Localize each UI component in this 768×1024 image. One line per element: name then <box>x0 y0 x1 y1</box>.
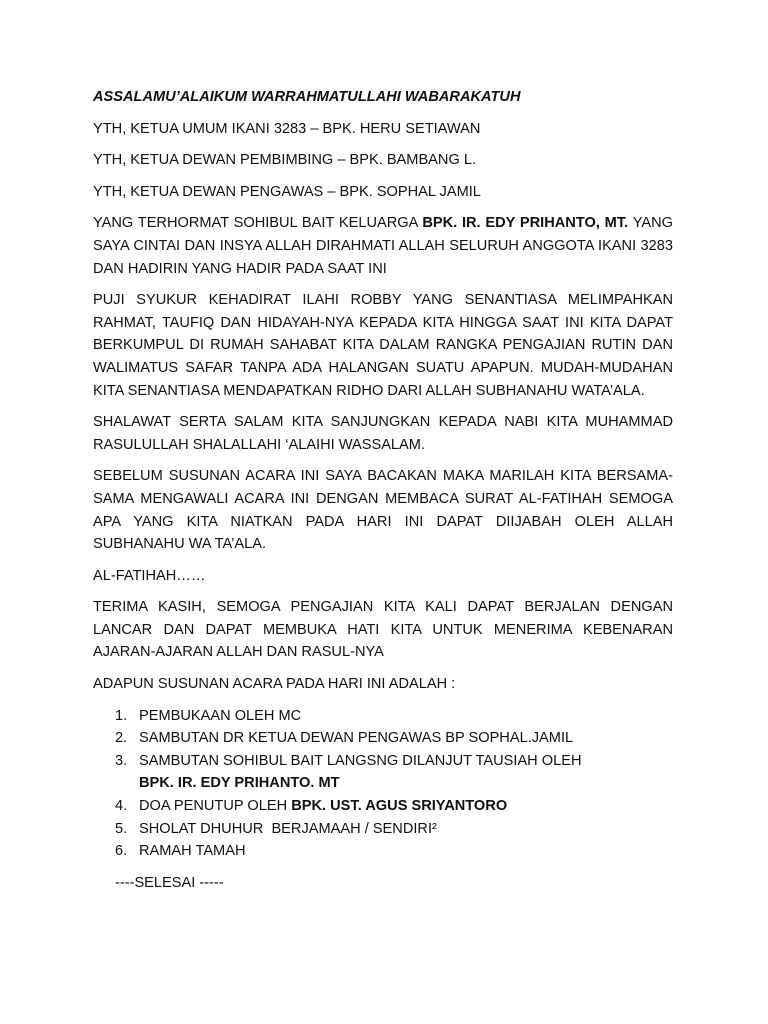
agenda-list <box>93 705 673 863</box>
agenda-intro: ADAPUN SUSUNAN ACARA PADA HARI INI ADALAH : <box>93 676 456 693</box>
agenda-item-text: DOA PENUTUP OLEH <box>139 798 292 815</box>
praise-paragraph: PUJI SYUKUR KEHADIRAT ILAHI ROBBY YANG SENANTIASA MELIMPAHKAN RAHMAT, TAUFIQ DAN HIDAYAH-NYA KEPADA KITA HINGGA SAAT INI KITA DAPAT BERKUMPUL DI RUMAH SAHABAT KITA DALAM RANGKA PENGAJIAN RUTIN DAN WALIMATUS SAFAR TANPA ADA HALANGAN SUATU APAPUN. MUDAH-MUDAHAN KITA SENANTIASA MENDAPATKAN RIDHO DARI ALLAH SUBHANAHU WATA’ALA. <box>93 292 673 399</box>
agenda-item-text: SHOLAT DHUHUR BERJAMAAH / SENDIRI² <box>139 820 437 837</box>
agenda-item-number: 4. <box>115 798 128 815</box>
agenda-item <box>115 727 673 750</box>
opening-prayer-paragraph: SEBELUM SUSUNAN ACARA INI SAYA BACAKAN MAKA MARILAH KITA BERSAMA-SAMA MENGAWALI ACARA INI DENGAN MEMBACA SURAT AL-FATIHAH SEMOGA APA YANG KITA NIATKAN PADA HARI INI DAPAT DIIJABAH OLEH ALLAH SUBHANAHU WA TA’ALA. <box>93 468 673 553</box>
agenda-item-number: 1. <box>115 707 128 724</box>
host-paragraph <box>93 212 673 280</box>
agenda-item-speaker: BPK. UST. AGUS SRIYANTORO <box>291 798 508 815</box>
agenda-item <box>115 705 673 728</box>
agenda-item <box>115 750 673 795</box>
agenda-item-number: 3. <box>115 752 128 769</box>
al-fatihah-line: AL-FATIHAH…… <box>93 567 206 584</box>
letter-body <box>93 86 673 903</box>
shalawat-paragraph: SHALAWAT SERTA SALAM KITA SANJUNGKAN KEPADA NABI KITA MUHAMMAD RASULULLAH SHALALLAHI ‘ALAIHI WASSALAM. <box>93 414 673 453</box>
host-paragraph-intro: YANG TERHORMAT SOHIBUL BAIT KELUARGA <box>93 215 423 232</box>
agenda-item-text: SAMBUTAN DR KETUA DEWAN PENGAWAS BP SOPHAL.JAMIL <box>139 730 574 747</box>
agenda-item <box>115 840 673 863</box>
closing-line: ----SELESAI ----- <box>115 874 224 891</box>
agenda-item-number: 5. <box>115 820 128 837</box>
host-name: BPK. IR. EDY PRIHANTO, MT. <box>422 215 629 232</box>
host-paragraph-rest: YANG SAYA CINTAI DAN INSYA ALLAH DIRAHMATI ALLAH SELURUH ANGGOTA IKANI 3283 DAN HADIRIN YANG HADIR PADA SAAT INI <box>93 215 673 277</box>
agenda-item-text: RAMAH TAMAH <box>139 843 246 860</box>
addressee-line: YTH, KETUA DEWAN PENGAWAS – BPK. SOPHAL JAMIL <box>93 183 481 200</box>
agenda-item-text: SAMBUTAN SOHIBUL BAIT LANGSNG DILANJUT TAUSIAH OLEH <box>139 752 582 769</box>
thanks-paragraph: TERIMA KASIH, SEMOGA PENGAJIAN KITA KALI DAPAT BERJALAN DENGAN LANCAR DAN DAPAT MEMBUKA HATI KITA UNTUK MENERIMA KEBENARAN AJARAN-AJARAN ALLAH DAN RASUL-NYA <box>93 599 673 661</box>
agenda-item-speaker: BPK. IR. EDY PRIHANTO. MT <box>139 775 340 792</box>
agenda-item <box>115 795 673 818</box>
addressee-line: YTH, KETUA DEWAN PEMBIMBING – BPK. BAMBANG L. <box>93 152 477 169</box>
agenda-item-number: 6. <box>115 843 128 860</box>
addressee-line: YTH, KETUA UMUM IKANI 3283 – BPK. HERU SETIAWAN <box>93 120 481 137</box>
greeting-heading: ASSALAMU’ALAIKUM WARRAHMATULLAHI WABARAKATUH <box>93 89 521 105</box>
agenda-item-text: PEMBUKAAN OLEH MC <box>139 707 302 724</box>
agenda-item-number: 2. <box>115 730 128 747</box>
agenda-item <box>115 818 673 841</box>
